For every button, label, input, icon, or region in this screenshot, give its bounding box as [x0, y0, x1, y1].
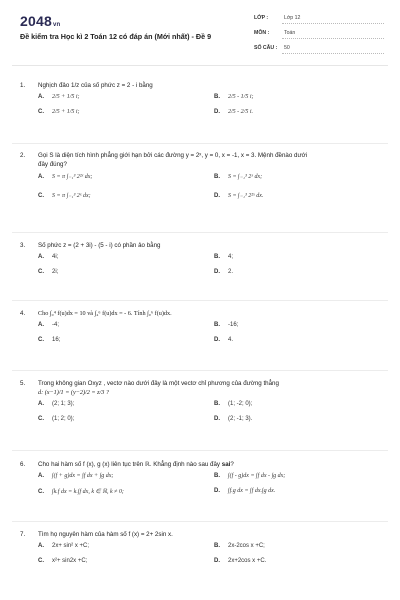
question-2: [20, 151, 384, 203]
option-b[interactable]: B. 2/5 - 1/5 i;: [214, 94, 254, 100]
option-d[interactable]: D. (2; -1; 3).: [214, 416, 253, 422]
option-c[interactable]: C. S = π ∫₋₁³ 2ˣ dx;: [38, 193, 91, 199]
question-7: [20, 530, 384, 567]
option-c[interactable]: C. 16;: [38, 337, 61, 343]
option-b[interactable]: B. ∫(f - g)dx = ∫f dx - ∫g dx;: [214, 473, 286, 479]
option-c[interactable]: C. x²+ sin2x +C;: [38, 558, 88, 564]
question-text: Trong không gian Oxyz , vectơ nào dưới đây là một vectơ chỉ phương của đường thẳng d: (x−1)/1 = (y−2)/2 = z/3 ?: [38, 380, 279, 396]
question-number: 2.: [20, 152, 26, 159]
question-text: Tìm họ nguyên hàm của hàm số f (x) = 2+ 2sin x.: [38, 531, 173, 538]
question-number: 4.: [20, 310, 26, 317]
option-b[interactable]: B. 2x-2cos x +C;: [214, 543, 265, 549]
question-3: [20, 241, 384, 278]
question-number: 5.: [20, 380, 26, 387]
option-b[interactable]: B. S = ∫₋₁³ 2ˣ dx;: [214, 174, 263, 180]
option-d[interactable]: D. 2/5 - 2/5 i.: [214, 109, 253, 115]
question-text: Cho hai hàm số f (x), g (x) liên tục trên ℝ. Khẳng định nào sau đây sai?: [38, 461, 234, 468]
question-divider: [12, 143, 388, 144]
question-divider: [12, 521, 388, 522]
option-d[interactable]: D. 2x+2cos x +C.: [214, 558, 267, 564]
question-6: [20, 460, 384, 497]
exam-title: Đề kiểm tra Học kì 2 Toán 12 có đáp án (Mới nhất) - Đề 9: [20, 32, 212, 41]
option-d[interactable]: D. 2.: [214, 269, 234, 275]
option-a[interactable]: A. S = π ∫₋₁³ 2²ˣ dx;: [38, 174, 93, 180]
option-a[interactable]: A. -4;: [38, 322, 60, 328]
question-number: 6.: [20, 461, 26, 468]
question-divider: [12, 232, 388, 233]
question-divider: [12, 450, 388, 451]
question-divider: [12, 300, 388, 301]
option-c[interactable]: C. 2/5 + 1/5 i;: [38, 109, 80, 115]
question-number: 1.: [20, 82, 26, 89]
option-a[interactable]: A. 4i;: [38, 254, 59, 260]
question-text: Cho ∫₀⁴ f(u)dx = 10 và ∫₄⁶ f(u)dx = - 6. Tính ∫₀⁶ f(u)dx.: [38, 310, 172, 317]
option-c[interactable]: C. (1; 2; 0);: [38, 416, 75, 422]
question-4: [20, 309, 384, 346]
option-d[interactable]: D. ∫f.g dx = ∫f dx.∫g dx.: [214, 488, 276, 494]
option-a[interactable]: A. 2x+ sin² x +C;: [38, 543, 90, 549]
question-text: Gọi S là diện tích hình phẳng giới hạn bởi các đường y = 2ˣ, y = 0, x = -1, x = 3. Mệnh đềnào dưới đây đúng?: [38, 152, 308, 168]
question-1: [20, 81, 384, 118]
option-b[interactable]: B. (1; -2; 0);: [214, 401, 253, 407]
option-c[interactable]: C. ∫k.f dx = k.∫f dx, k ∈ ℝ, k ≠ 0;: [38, 489, 124, 495]
exam-header: 2048vn Đề kiểm tra Học kì 2 Toán 12 có đáp án (Mới nhất) - Đề 9 LỚP : Lớp 12 MÔN : Toán SỐ CÂU : 50: [0, 0, 400, 64]
option-a[interactable]: A. 2/5 + 1/5 i;: [38, 94, 80, 100]
site-logo[interactable]: 2048vn: [20, 13, 61, 29]
option-a[interactable]: A. (2; 1; 3);: [38, 401, 75, 407]
option-c[interactable]: C. 2i;: [38, 269, 59, 275]
question-number: 3.: [20, 242, 26, 249]
option-b[interactable]: B. -16;: [214, 322, 239, 328]
question-5: [20, 379, 384, 425]
question-number: 7.: [20, 531, 26, 538]
option-d[interactable]: D. 4.: [214, 337, 234, 343]
question-text: Số phức z = (2 + 3i) - (5 - i) có phần ảo bằng: [38, 242, 161, 249]
option-a[interactable]: A. ∫(f + g)dx = ∫f dx + ∫g dx;: [38, 473, 114, 479]
question-text: Nghịch đảo 1/z của số phức z = 2 - i bằng: [38, 82, 153, 89]
option-d[interactable]: D. S = ∫₋₁³ 2²ˣ dx.: [214, 193, 264, 199]
question-divider: [12, 370, 388, 371]
header-divider: [12, 65, 388, 66]
option-b[interactable]: B. 4;: [214, 254, 234, 260]
